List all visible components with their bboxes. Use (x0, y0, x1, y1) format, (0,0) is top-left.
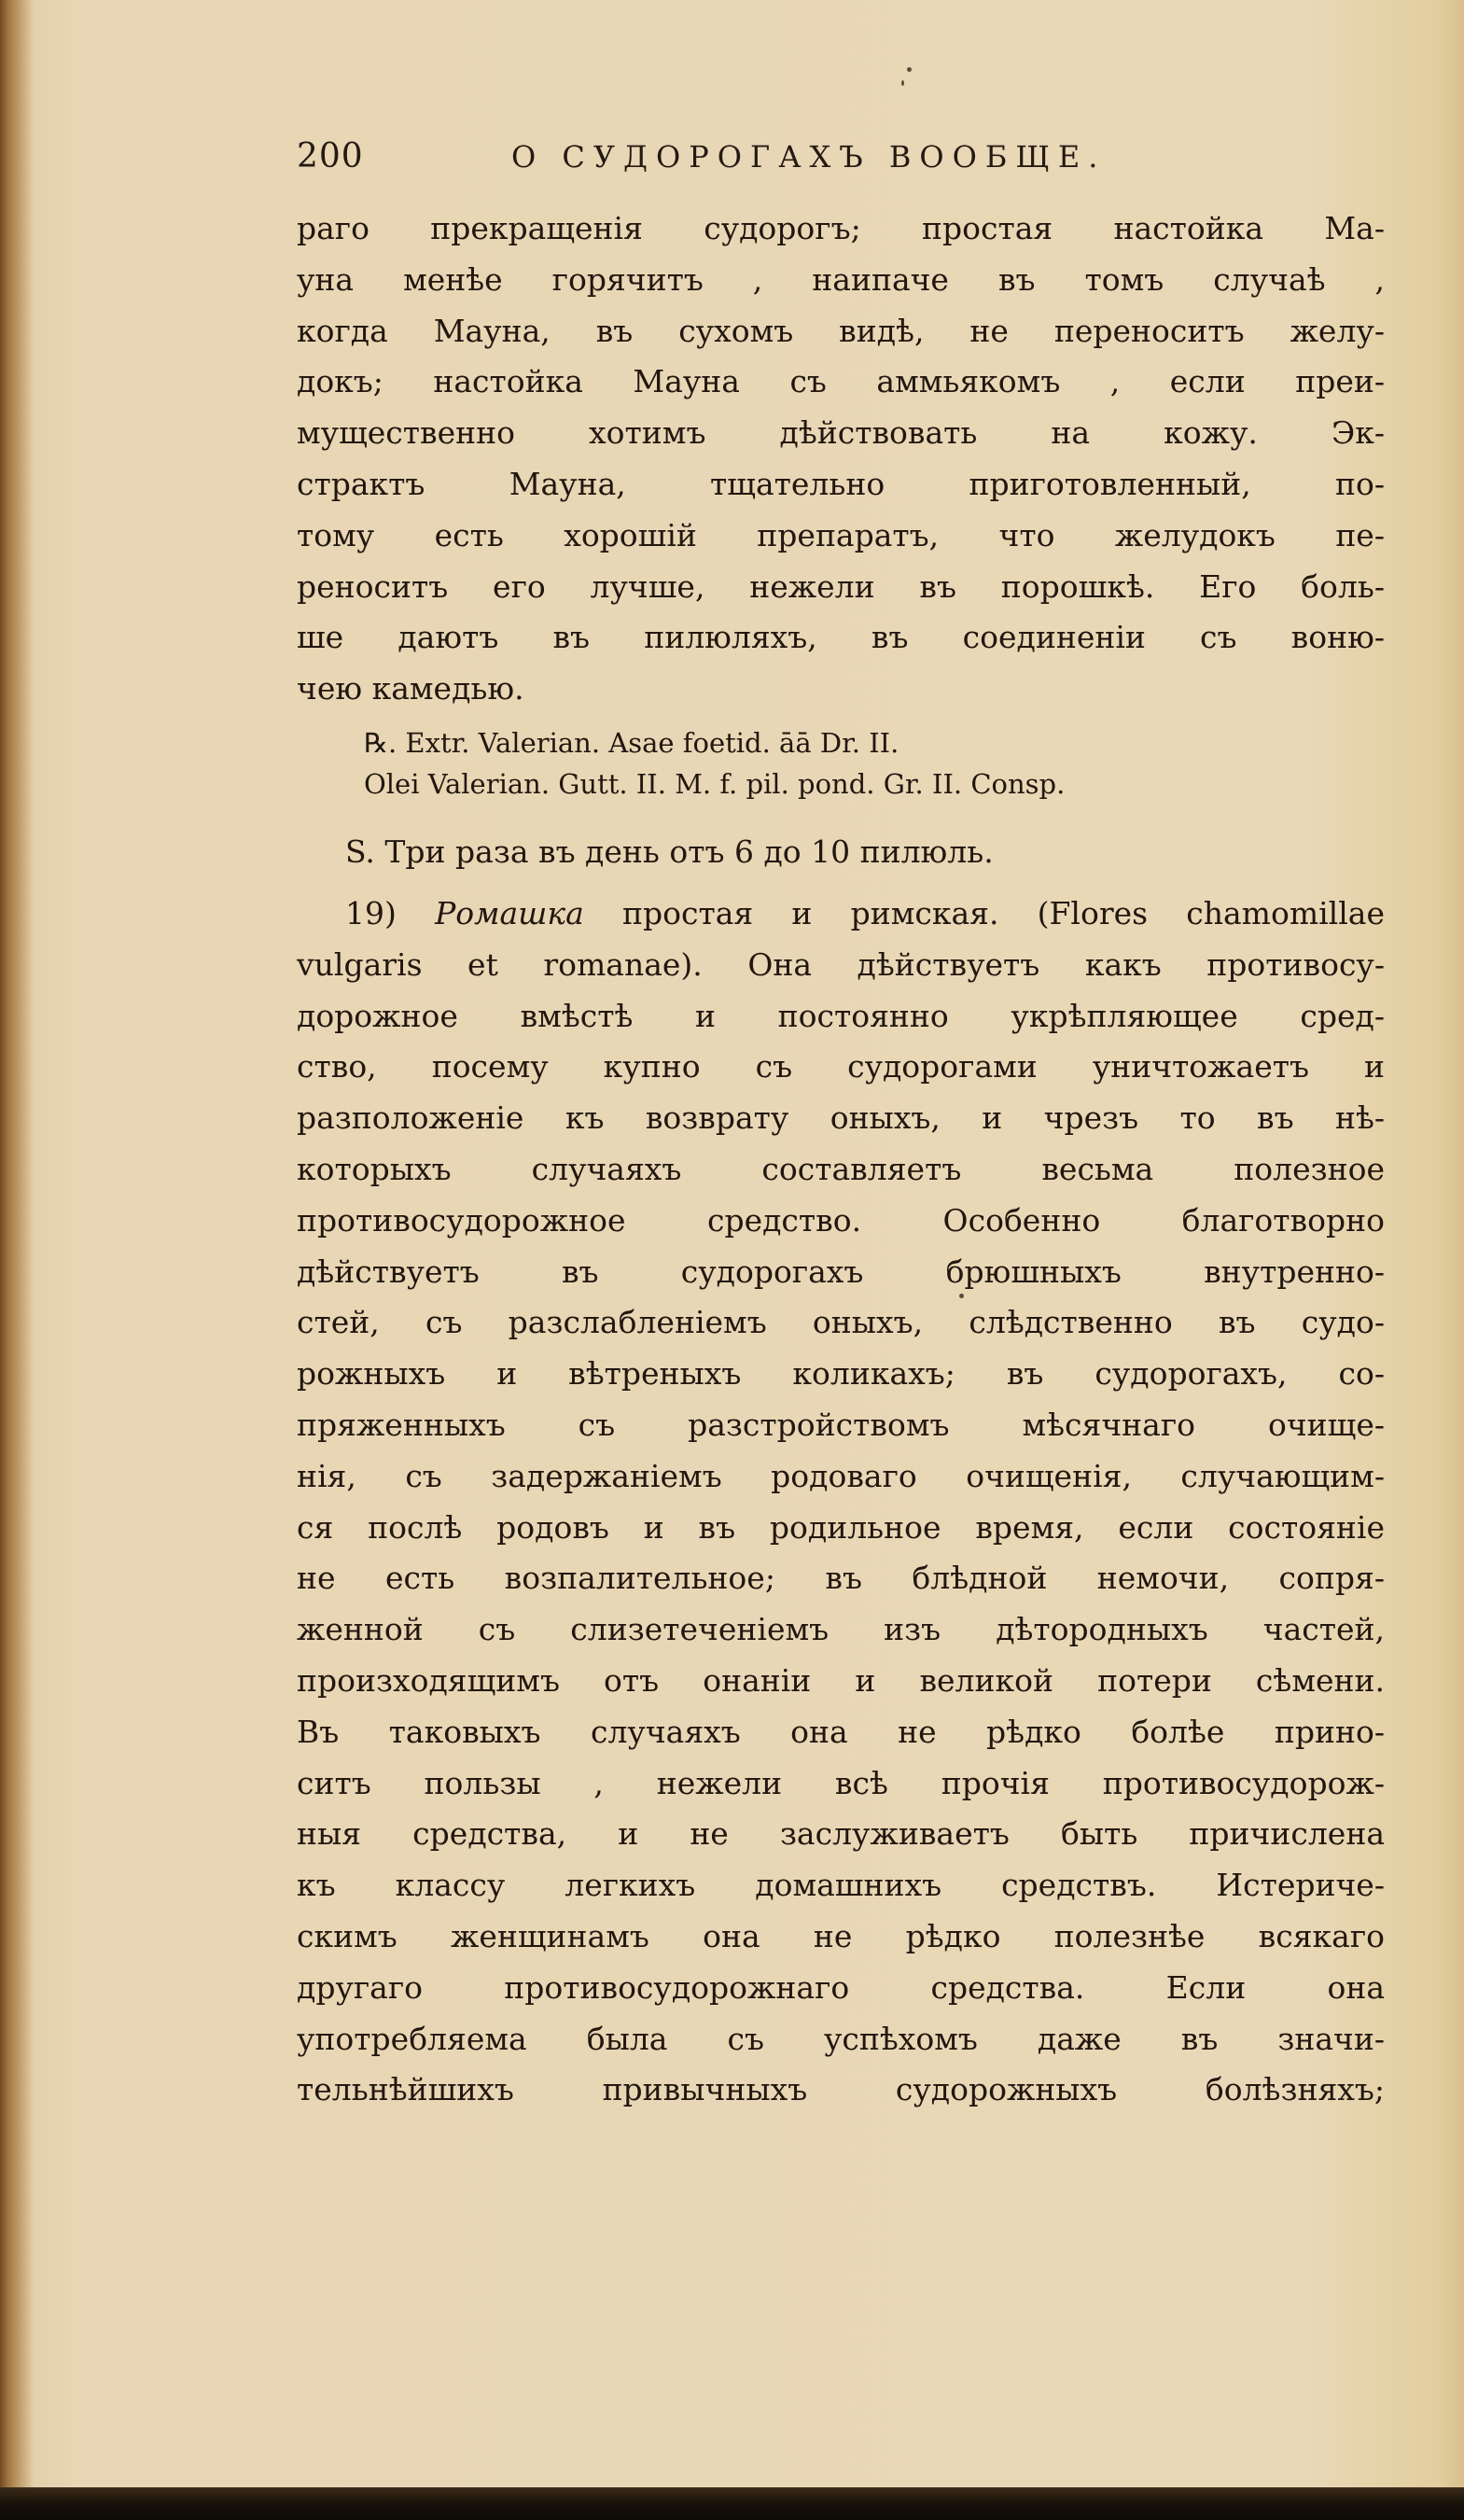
text-line: не есть возпалительное; въ блѣдной немочи, сопря- (297, 1560, 1385, 1597)
text-line: чею камедью. (297, 670, 524, 707)
page-body (297, 203, 1385, 2116)
text-line: ше даютъ въ пилюляхъ, въ соединеніи съ воню- (297, 619, 1385, 656)
recipe-line: Olei Valerian. Gutt. II. M. f. pil. pond. Gr. II. Consp. (364, 767, 1066, 800)
text-line: реноситъ его лучше, нежели въ порошкѣ. Его боль- (297, 567, 1385, 605)
text-line: раго прекращенія судорогъ; простая настойка Ма- (297, 210, 1385, 246)
text-line: противосудорожное средство. Особенно благотворно (297, 1201, 1385, 1239)
text-line: уна менѣе горячитъ , наипаче въ томъ случаѣ , (297, 260, 1385, 298)
text-line: дорожное вмѣстѣ и постоянно укрѣпляющее сред- (297, 997, 1385, 1034)
text-line: женной съ слизетеченіемъ изъ дѣтородныхъ частей, (297, 1611, 1385, 1648)
ink-speck (901, 80, 904, 86)
text-line: ство, посему купно съ судорогами уничтожаетъ и (297, 1048, 1385, 1085)
text-line: разположеніе къ возврату оныхъ, и чрезъ то въ нѣ- (297, 1099, 1385, 1137)
text-line: къ классу легкихъ домашнихъ средствъ. Истериче- (297, 1867, 1385, 1904)
text-line: скимъ женщинамъ она не рѣдко полезнѣе всякаго (297, 1917, 1385, 1954)
text-line: Въ таковыхъ случаяхъ она не рѣдко болѣе прино- (297, 1713, 1385, 1750)
text-line: vulgaris et romanae). Она дѣйствуетъ какъ противосу- (297, 945, 1385, 983)
running-header (297, 131, 1379, 183)
text-line: дѣйствуетъ въ судорогахъ брюшныхъ внутренно- (297, 1253, 1385, 1290)
text-line: когда Мауна, въ сухомъ видѣ, не переноситъ желу- (297, 312, 1385, 349)
paragraph-first-line (297, 889, 1385, 940)
recipe-line: ℞. Extr. Valerian. Asae foetid. āā Dr. II. (364, 726, 899, 759)
section-number: 19) (345, 894, 397, 931)
text-line: стей, съ разслабленіемъ оныхъ, слѣдственно въ судо- (297, 1304, 1385, 1341)
ink-speck (907, 67, 912, 72)
text-line: тому есть хорошій препаратъ, что желудокъ пе- (297, 516, 1385, 553)
text-line: которыхъ случаяхъ составляетъ весьма полезное (297, 1150, 1385, 1187)
text-line: тельнѣйшихъ привычныхъ судорожныхъ болѣзняхъ; (297, 2071, 1385, 2108)
recipe-signa: S. Три раза въ день отъ 6 до 10 пилюль. (345, 833, 994, 870)
book-spine-shadow (0, 0, 34, 2520)
text-run: простая и римская. (Flores chamomillae (583, 894, 1385, 931)
text-line: ся послѣ родовъ и въ родильное время, если состояніе (297, 1508, 1385, 1546)
page-bottom-edge (0, 2487, 1464, 2520)
running-title: О СУДОРОГАХЪ ВООБЩЕ. (511, 139, 1107, 175)
italic-term: Ромашка (435, 894, 584, 931)
text-line: другаго противосудорожнаго средства. Если она (297, 1968, 1385, 2006)
text-line: употребляема была съ успѣхомъ даже въ значи- (297, 2020, 1385, 2057)
text-line: произходящимъ отъ онаніи и великой потери сѣмени. (297, 1661, 1385, 1699)
text-line: ныя средства, и не заслуживаетъ быть причислена (297, 1815, 1385, 1853)
text-line: мущественно хотимъ дѣйствовать на кожу. Эк- (297, 414, 1385, 452)
text-line: докъ; настойка Мауна съ аммьякомъ , если преи- (297, 363, 1385, 400)
text-line: пряженныхъ съ разстройствомъ мѣсячнаго очище- (297, 1406, 1385, 1443)
text-line: нія, съ задержаніемъ родоваго очищенія, случающим- (297, 1457, 1385, 1494)
text-line: рожныхъ и вѣтреныхъ коликахъ; въ судорогахъ, со- (297, 1355, 1385, 1393)
text-line: страктъ Мауна, тщательно приготовленный, по- (297, 465, 1385, 502)
page-number: 200 (297, 137, 364, 175)
text-line: ситъ пользы , нежели всѣ прочія противосудорож- (297, 1764, 1385, 1801)
